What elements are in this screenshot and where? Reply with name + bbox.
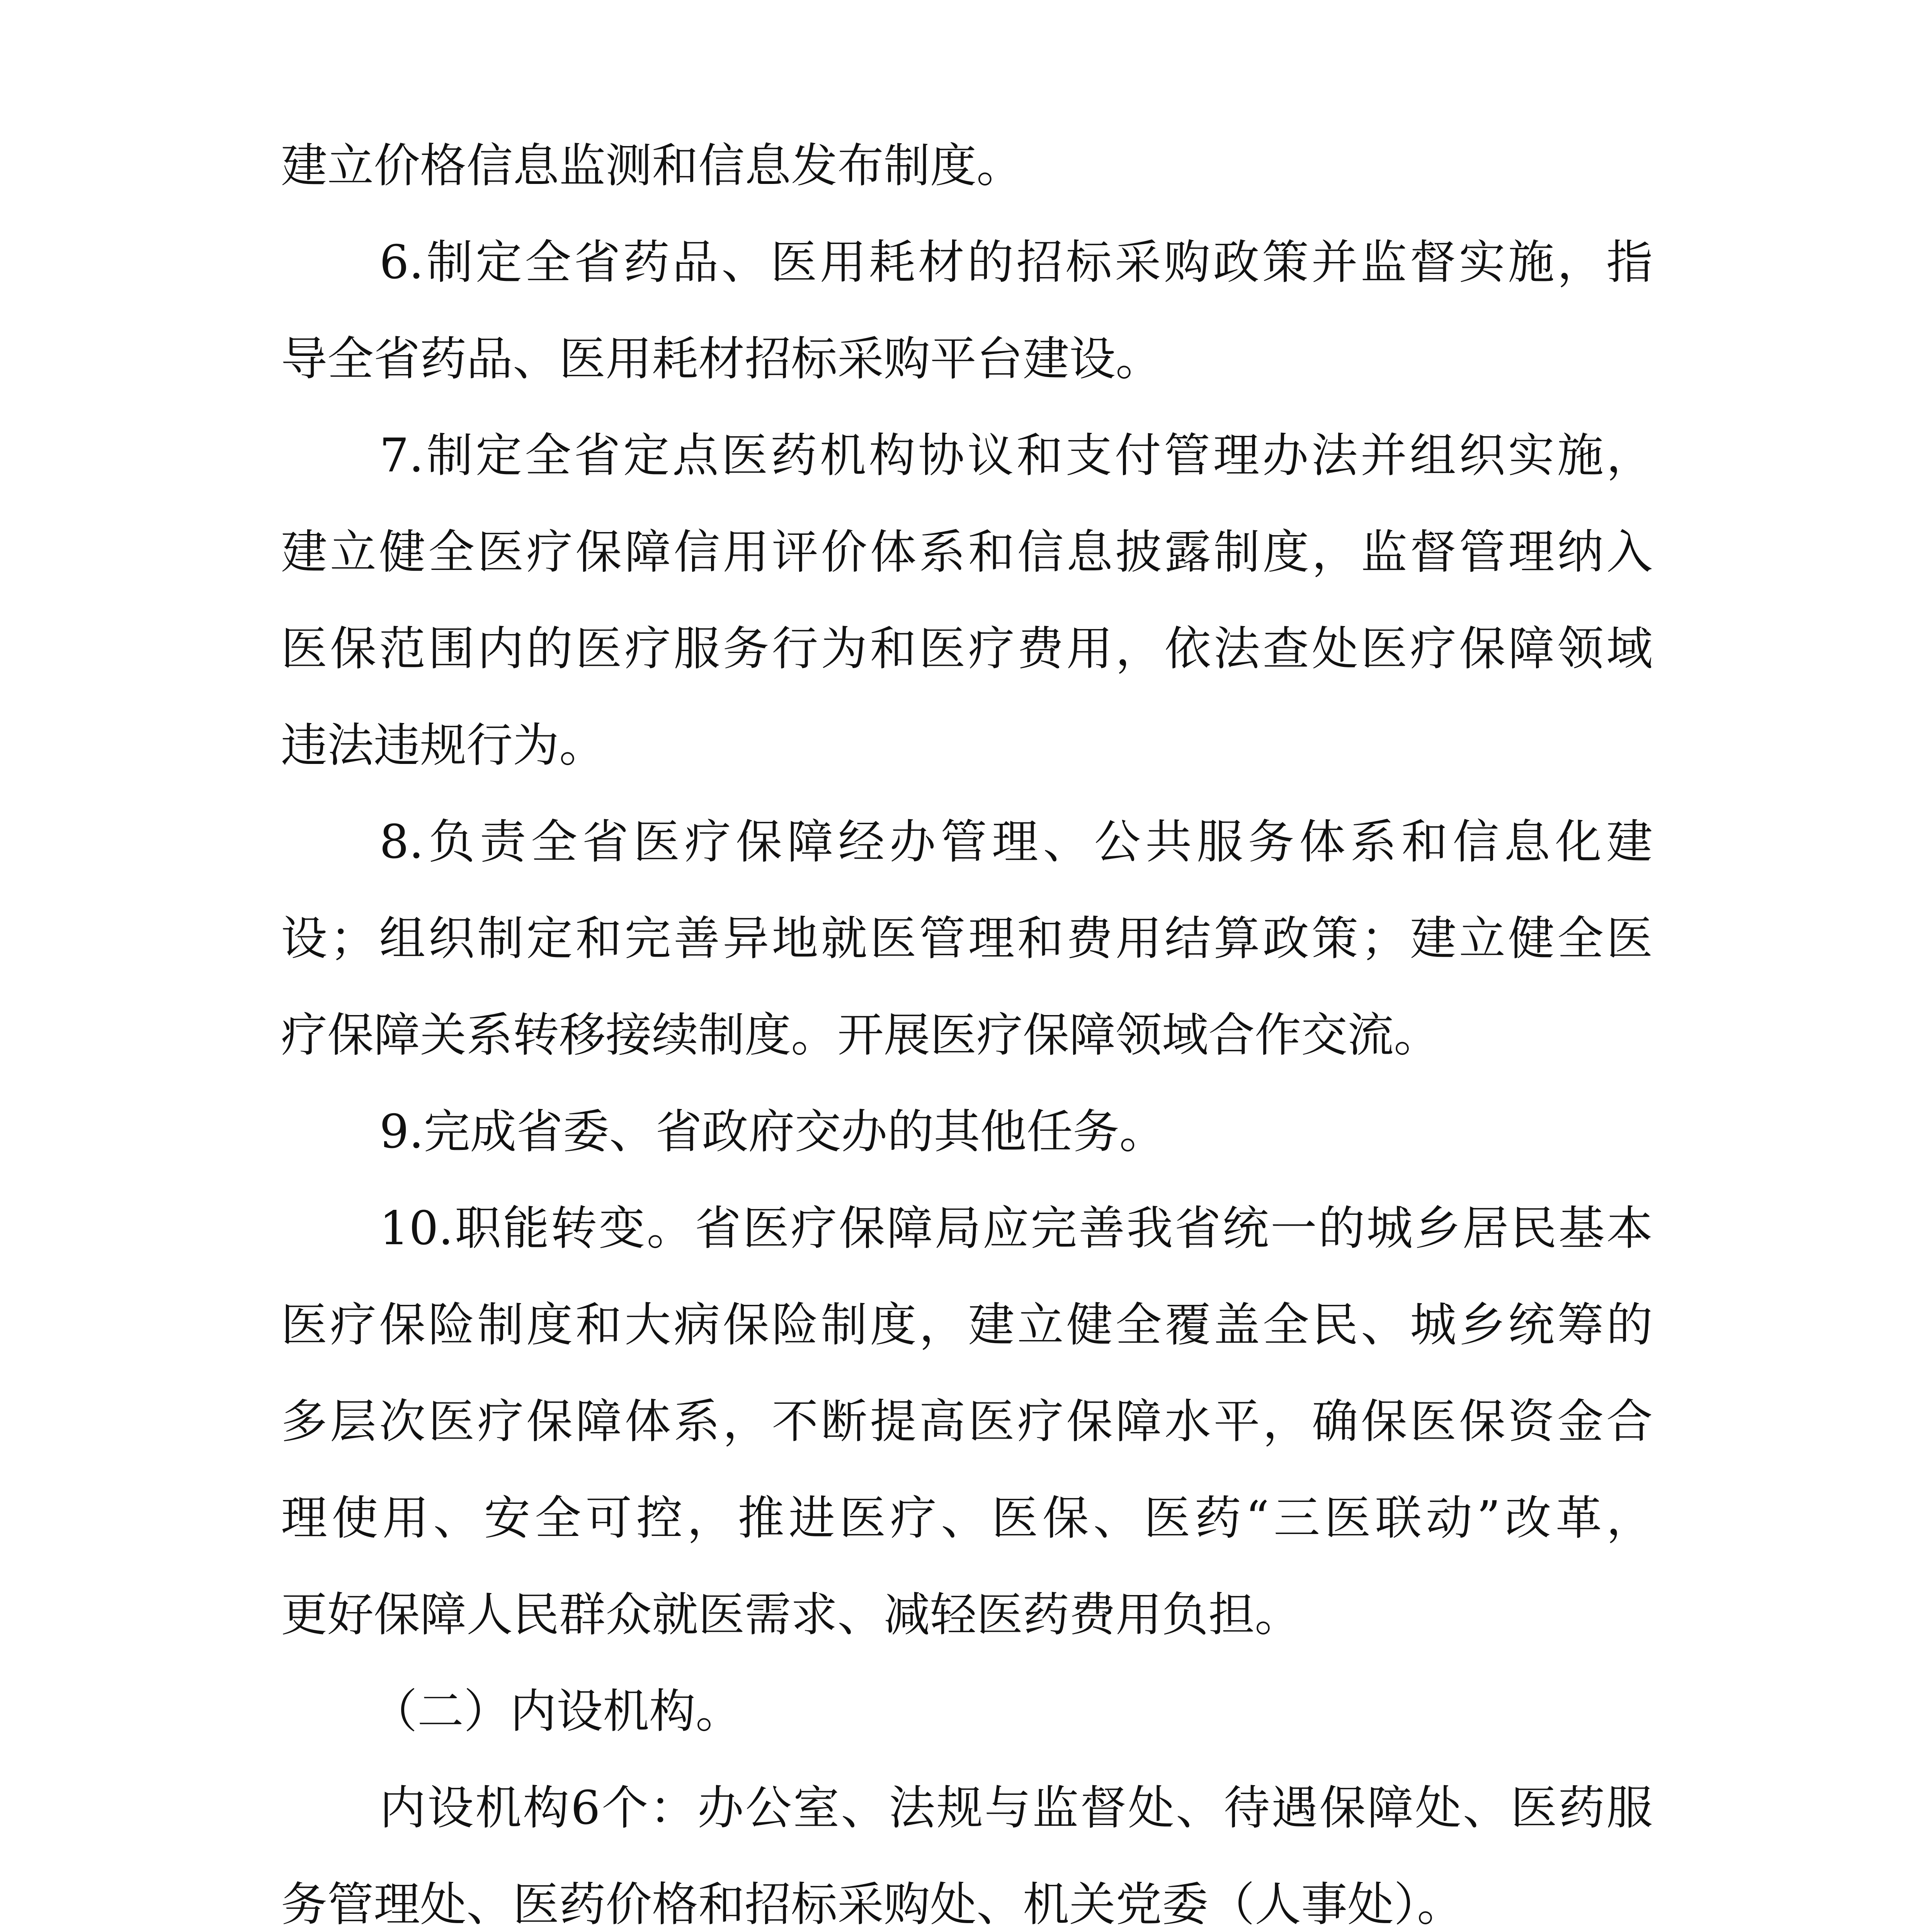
paragraph-10-line-4: 理使用、安全可控，推进医疗、医保、医药“三医联动”改革，	[281, 1492, 1653, 1545]
paragraph-10-line-3: 多层次医疗保障体系，不断提高医疗保障水平，确保医保资金合	[281, 1395, 1653, 1449]
paragraph-7-line-1: 7.制定全省定点医药机构协议和支付管理办法并组织实施，	[379, 429, 1653, 483]
paragraph-6-line-1: 6.制定全省药品、医用耗材的招标采购政策并监督实施，指	[379, 236, 1653, 289]
paragraph-7-line-4: 违法违规行为。	[281, 719, 606, 772]
paragraph-7-line-3: 医保范围内的医疗服务行为和医疗费用，依法查处医疗保障领域	[281, 622, 1653, 676]
paragraph-6-line-2: 导全省药品、医用耗材招标采购平台建设。	[281, 332, 1162, 386]
paragraph-10-line-2: 医疗保险制度和大病保险制度，建立健全覆盖全民、城乡统筹的	[281, 1298, 1653, 1352]
paragraph-8-line-2: 设；组织制定和完善异地就医管理和费用结算政策；建立健全医	[281, 912, 1653, 966]
subsection-heading-internal-institutions: （二）内设机构。	[371, 1685, 742, 1738]
paragraph-5-line-end: 建立价格信息监测和信息发布制度。	[281, 139, 1023, 193]
paragraph-8-line-3: 疗保障关系转移接续制度。开展医疗保障领域合作交流。	[281, 1009, 1440, 1062]
paragraph-8-line-1: 8.负责全省医疗保障经办管理、公共服务体系和信息化建	[379, 815, 1653, 869]
paragraph-10-line-5: 更好保障人民群众就医需求、减轻医药费用负担。	[281, 1588, 1301, 1642]
institutions-line-2: 务管理处、医药价格和招标采购处、机关党委（人事处）。	[281, 1878, 1463, 1932]
paragraph-9-line-1: 9.完成省委、省政府交办的其他任务。	[379, 1105, 1166, 1159]
institutions-line-1: 内设机构6个：办公室、法规与监督处、待遇保障处、医药服	[379, 1781, 1653, 1835]
paragraph-10-line-1: 10.职能转变。省医疗保障局应完善我省统一的城乡居民基本	[379, 1202, 1653, 1255]
paragraph-7-line-2: 建立健全医疗保障信用评价体系和信息披露制度，监督管理纳入	[281, 526, 1653, 579]
